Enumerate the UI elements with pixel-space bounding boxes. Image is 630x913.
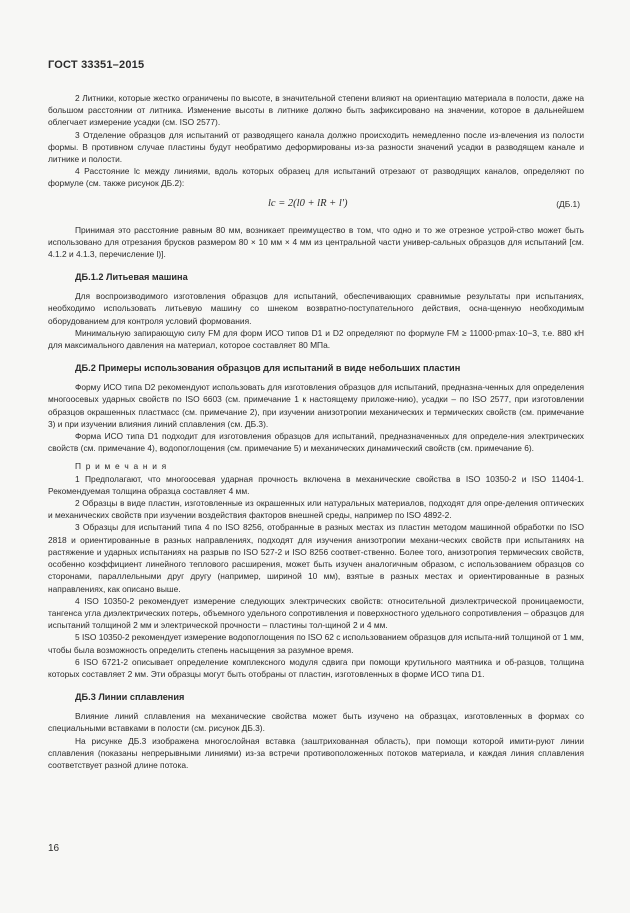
paragraph: Для воспроизводимого изготовления образцов для испытаний, обеспечивающих сравнимые результаты при испытаниях, необходимо использовать литьевую машину со шнеком возвратно-поступательного действия, осна-щенную необходимым оборудованием для контроля условий формования. (48, 291, 584, 326)
notes-title: П р и м е ч а н и я (75, 461, 168, 472)
paragraph: Минимальную запирающую силу FM для форм ИСО типов D1 и D2 определяют по формуле FM ≥ 11000·pmax·10−3, т.е. 880 кН для максимального давления на материал, которое составляет 80 МПа. (48, 327, 584, 351)
page-number: 16 (48, 843, 60, 854)
note-item: 6 ISO 6721-2 описывает определение комплексного модуля сдвига при помощи крутильного маятника и об-разцов, толщина которых составляет 2 мм. Эти образцы могут быть отобраны от пластин, изготовленных в форме ИСО типа D1. (48, 656, 584, 679)
section-title: ДБ.3 Линии сплавления (75, 692, 185, 703)
paragraph: Принимая это расстояние равным 80 мм, возникает преимущество в том, что одно и то же отрезное устрой-ство может быть использовано для отрезания брусков размером 80 × 10 мм × 4 мм из центральной части универ-сальных образцов для испытаний [см. 4.1.2 и 4.1.3, перечисление l)]. (48, 224, 584, 260)
section-title: ДБ.2 Примеры использования образцов для испытаний в виде небольших пластин (75, 363, 461, 374)
paragraph: На рисунке ДБ.3 изображена многослойная вставка (заштрихованная область), при помощи которой имити-руют линии сплавления (показаны непрерывными линиями) из-за встречи противоположенных потоков материала, и каждая линия сплавления соответствует разной длине потока. (48, 735, 584, 770)
page-content (48, 92, 584, 771)
note-item: 4 ISO 10350-2 рекомендует измерение следующих электрических свойств: относительной диэлектрической проницаемости, тангенса угла диэлектрических потерь, объемного удельного сопротивления и поверхностного удельного сопротивления – образцов для испытаний толщиной 2 мм и электрической прочности – пластины тол-щиной 2 и 4 мм. (48, 595, 584, 631)
formula-block (48, 191, 584, 221)
formula-number: (ДБ.1) (556, 198, 580, 209)
note-item: 5 ISO 10350-2 рекомендует измерение водопоглощения по ISO 62 с использованием образцов для испыта-ний толщиной от 1 мм, чтобы была возможность определить степень насыщения за разумное время. (48, 632, 584, 655)
note-item: 2 Образцы в виде пластин, изготовленные из окрашенных или натуральных материалов, подходят для опре-деления оптических и механических свойств при изучении воздействия факторов внешней среды, например по ISO 4892-2. (48, 498, 584, 521)
note-item: 3 Образцы для испытаний типа 4 по ISO 8256, отобранные в разных местах из пластин методом машинной обработки по ISO 2818 и ориентированные в разных направлениях, подходят для изучения анизотропии механи-ческих свойств при испытаниях на растяжение и ударных испытаниях на разрыв по ISO 527-2 и ISO 8256 соответ-ственно. Более того, анизотропия термических свойств, особенно коэффициент линейного теплового расширения, может быть изучен аналогичным образом, с использованием образцов со сторонами, параллельными друг другу (например, шириной 10 мм), взятые в разных местах и ориентированные в разных направлениях, как описано выше. (48, 522, 584, 594)
section-title: ДБ.1.2 Литьевая машина (75, 272, 188, 283)
paragraph: Форма ИСО типа D1 подходит для изготовления образцов для испытаний, предназначенных для определе-ния электрических свойств (см. примечание 4), водопоглощения (см. примечание 5) и механических динамический свойств (см. примечание 6). (48, 431, 584, 454)
paragraph: Форму ИСО типа D2 рекомендуют использовать для изготовления образцов для испытаний, предназна-ченных для определения многоосевых ударных свойств по ISO 6603 (см. примечание 1 к настоящему приложе-нию), усадки – по ISO 2577, при изготовлении образцов окрашенных пластмасс (см. примечание 2), при изучении анизотропии механических и термических свойств (см. примечание 3) и при изучении влияния линий сплавления (см. ДБ.3). (48, 382, 584, 429)
paragraph: 4 Расстояние lc между линиями, вдоль которых образец для испытаний отрезают от разводящих каналов, определяют по формуле (см. также рисунок ДБ.2): (48, 166, 584, 189)
document-header-title: ГОСТ 33351–2015 (48, 59, 145, 71)
note-item: 1 Предполагают, что многоосевая ударная прочность включена в механические свойства в ISO 10350-2 и ISO 11404-1. Рекомендуемая толщина образца составляет 4 мм. (48, 473, 584, 496)
paragraph: Влияние линий сплавления на механические свойства может быть изучено на образцах, изготовленных в формах со специальными вставками в полости (см. рисунок ДБ.3). (48, 711, 584, 734)
formula-expression: lc = 2(l0 + lR + l′) (268, 197, 348, 209)
paragraph: 2 Литники, которые жестко ограничены по высоте, в значительной степени влияют на ориентацию материала в полости, даже на большом расстоянии от литника. Изменение высоты в литнике должно быть зафиксировано на значении, которое в дальнейшем облегчает измерение усадки (см. ISO 2577). (48, 93, 584, 128)
paragraph: 3 Отделение образцов для испытаний от разводящего канала должно происходить немедленно после из-влечения из полости формы. В противном случае пластины будут необратимо деформированы из-за разности значений усадки в разводящем канале и литнике и полости. (48, 129, 584, 165)
